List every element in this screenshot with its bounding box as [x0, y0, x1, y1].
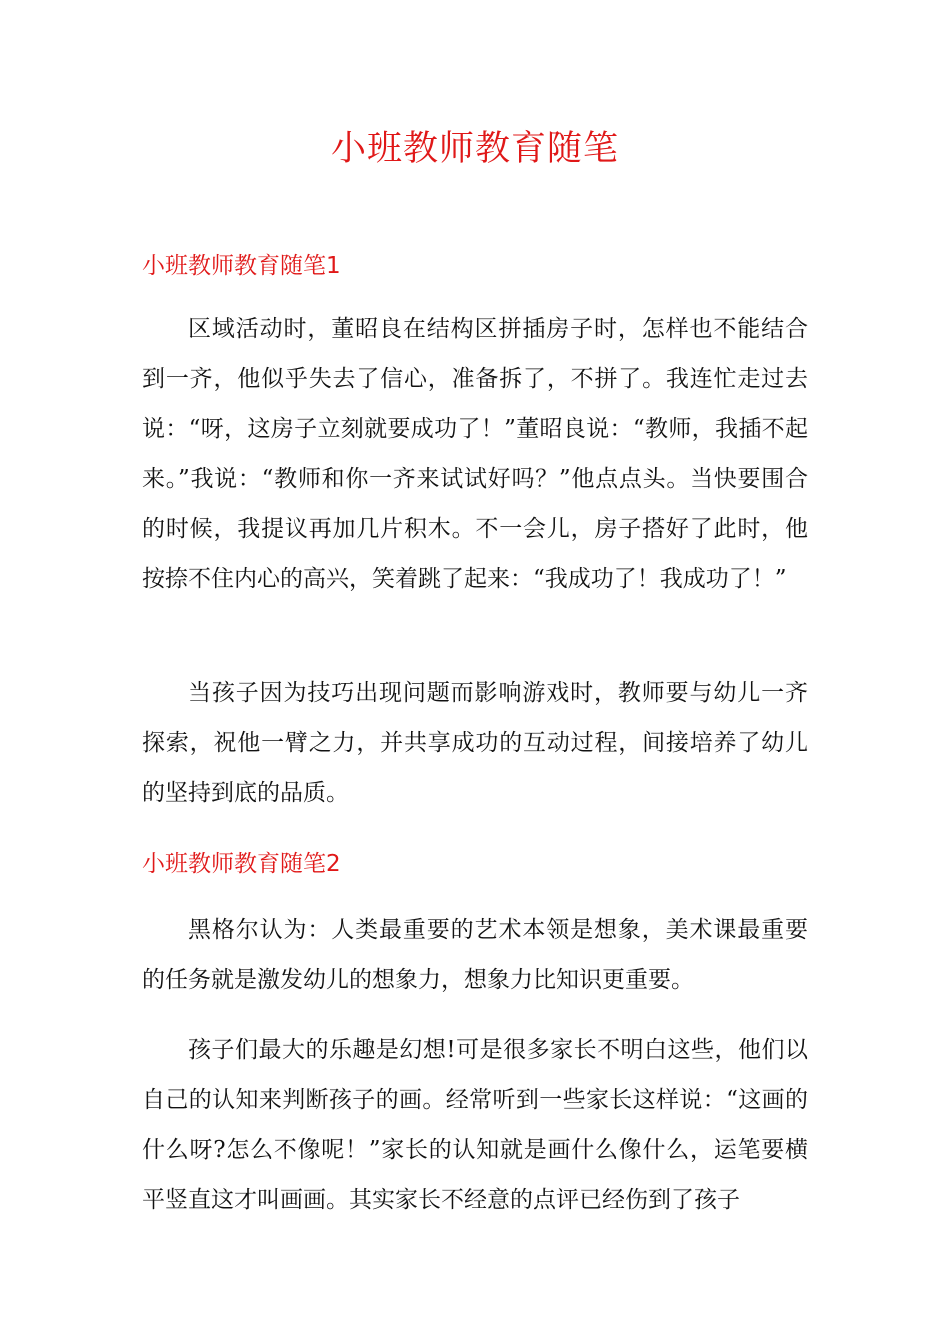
paragraph-2-2: 孩子们最大的乐趣是幻想!可是很多家长不明白这些，他们以自己的认知来判断孩子的画。经常听到一些家长这样说：“这画的什么呀?怎么不像呢！”家长的认知就是画什么像什么，运笔要横平竖直这才叫画画。其实家长不经意的点评已经伤到了孩子 [142, 1037, 808, 1213]
section-heading-1: 小班教师教育随笔1 [142, 253, 341, 279]
paragraph-1-1: 区域活动时，董昭良在结构区拼插房子时，怎样也不能结合到一齐，他似乎失去了信心，准备拆了，不拼了。我连忙走过去说：“呀，这房子立刻就要成功了！”董昭良说：“教师，我插不起来。”我说：“教师和你一齐来试试好吗？”他点点头。当快要围合的时候，我提议再加几片积木。不一会儿，房子搭好了此时，他按捺不住内心的高兴，笑着跳了起来：“我成功了！我成功了！” [142, 316, 808, 592]
paragraph-2-1: 黑格尔认为：人类最重要的艺术本领是想象，美术课最重要的任务就是激发幼儿的想象力，想象力比知识更重要。 [142, 917, 808, 993]
paragraph-1-2: 当孩子因为技巧出现问题而影响游戏时，教师要与幼儿一齐探索，祝他一臂之力，并共享成功的互动过程，间接培养了幼儿的坚持到底的品质。 [142, 680, 808, 806]
document-title: 小班教师教育随笔 [330, 129, 619, 169]
section-heading-2: 小班教师教育随笔2 [142, 851, 341, 877]
